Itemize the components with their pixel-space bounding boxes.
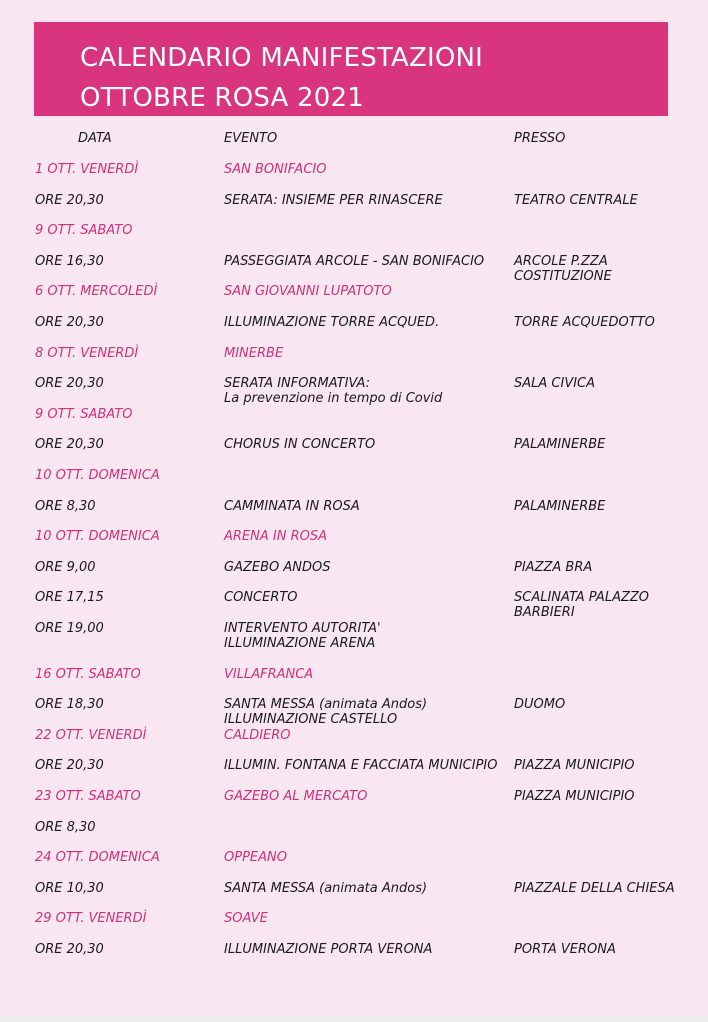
day-label: 24 OTT. DOMENICA (35, 850, 160, 866)
time-label: ORE 16,30 (35, 253, 104, 269)
event-label: SANTA MESSA (animata Andos) (224, 880, 428, 896)
venue-label: SCALINATA PALAZZO BARBIERI (514, 590, 650, 621)
title-line-2: OTTOBRE ROSA 2021 (80, 83, 364, 113)
location-label: GAZEBO AL MERCATO (224, 789, 368, 804)
location-label: OPPEANO (224, 850, 287, 866)
event-subtitle: ILLUMINAZIONE ARENA (224, 636, 376, 651)
header-date: DATA (78, 131, 112, 146)
venue-label: PORTA VERONA (514, 942, 616, 957)
location-label: ARENA IN ROSA (224, 529, 327, 545)
venue-subtitle: BARBIERI (514, 605, 575, 621)
time-label: ORE 10,30 (35, 880, 104, 896)
venue-label: PALAMINERBE (514, 437, 606, 453)
event-label: ILLUMINAZIONE TORRE ACQUED. (224, 315, 440, 330)
time-label: ORE 9,00 (35, 559, 96, 575)
venue-label: PIAZZALE DELLA CHIESA (514, 880, 675, 896)
header-event: EVENTO (224, 131, 278, 146)
header-venue: PRESSO (514, 131, 566, 146)
day-label: 16 OTT. SABATO (35, 666, 141, 682)
day-label: 29 OTT. VENERDÌ (35, 911, 147, 927)
event-label: PASSEGGIATA ARCOLE - SAN BONIFACIO (224, 253, 485, 269)
event-label: CHORUS IN CONCERTO (224, 437, 376, 453)
day-label: 23 OTT. SABATO (35, 789, 141, 804)
time-label: ORE 20,30 (35, 942, 104, 957)
day-label: 9 OTT. SABATO (35, 406, 133, 422)
day-label: 8 OTT. VENERDÌ (35, 345, 139, 361)
venue-label: PIAZZA MUNICIPIO (514, 758, 635, 774)
time-label: ORE 18,30 (35, 697, 104, 713)
bottom-edge (0, 1016, 708, 1022)
day-label: 9 OTT. SABATO (35, 223, 133, 239)
venue-label: SALA CIVICA (514, 376, 596, 392)
venue-label: PIAZZA BRA (514, 559, 593, 575)
event-label: ILLUMINAZIONE PORTA VERONA (224, 942, 433, 957)
time-label: ORE 20,30 (35, 315, 104, 330)
location-label: SAN GIOVANNI LUPATOTO (224, 284, 392, 300)
venue-label: PALAMINERBE (514, 498, 606, 514)
event-label: CAMMINATA IN ROSA (224, 498, 360, 514)
venue-subtitle: COSTITUZIONE (514, 268, 612, 284)
venue-label: PIAZZA MUNICIPIO (514, 789, 635, 804)
location-label: CALDIERO (224, 727, 291, 743)
event-label: SERATA: INSIEME PER RINASCERE (224, 192, 443, 208)
location-label: SAN BONIFACIO (224, 162, 327, 177)
banner-swoosh (0, 100, 60, 160)
time-label: ORE 20,30 (35, 437, 104, 453)
event-subtitle: ILLUMINAZIONE CASTELLO (224, 712, 398, 728)
location-label: VILLAFRANCA (224, 666, 314, 682)
page-title (80, 38, 483, 118)
event-label: CONCERTO (224, 590, 298, 606)
day-label: 10 OTT. DOMENICA (35, 529, 160, 545)
time-label: ORE 19,00 (35, 621, 104, 636)
day-label: 10 OTT. DOMENICA (35, 468, 160, 483)
location-label: MINERBE (224, 345, 284, 361)
time-label: ORE 20,30 (35, 376, 104, 392)
time-label: ORE 20,30 (35, 758, 104, 774)
event-label: INTERVENTO AUTORITA' ILLUMINAZIONE ARENA (224, 621, 381, 651)
day-label: 6 OTT. MERCOLEDÌ (35, 284, 158, 300)
day-label: 22 OTT. VENERDÌ (35, 727, 147, 743)
day-label: 1 OTT. VENERDÌ (35, 162, 139, 177)
event-label: SERATA INFORMATIVA: La prevenzione in tempo di Covid (224, 376, 443, 407)
time-label: ORE 8,30 (35, 498, 96, 514)
event-subtitle: La prevenzione in tempo di Covid (224, 391, 443, 407)
venue-label: TEATRO CENTRALE (514, 192, 638, 208)
event-label: SANTA MESSA (animata Andos) ILLUMINAZIONE CASTELLO (224, 697, 428, 728)
time-label: ORE 20,30 (35, 192, 104, 208)
title-line-1: CALENDARIO MANIFESTAZIONI (80, 43, 484, 73)
time-label: ORE 17,15 (35, 590, 104, 606)
venue-label: ARCOLE P.ZZA COSTITUZIONE (514, 253, 612, 284)
time-label: ORE 8,30 (35, 819, 96, 835)
venue-label: TORRE ACQUEDOTTO (514, 315, 655, 330)
event-label: ILLUMIN. FONTANA E FACCIATA MUNICIPIO (224, 758, 498, 774)
venue-label: DUOMO (514, 697, 566, 713)
location-label: SOAVE (224, 911, 268, 927)
event-label: GAZEBO ANDOS (224, 559, 331, 575)
